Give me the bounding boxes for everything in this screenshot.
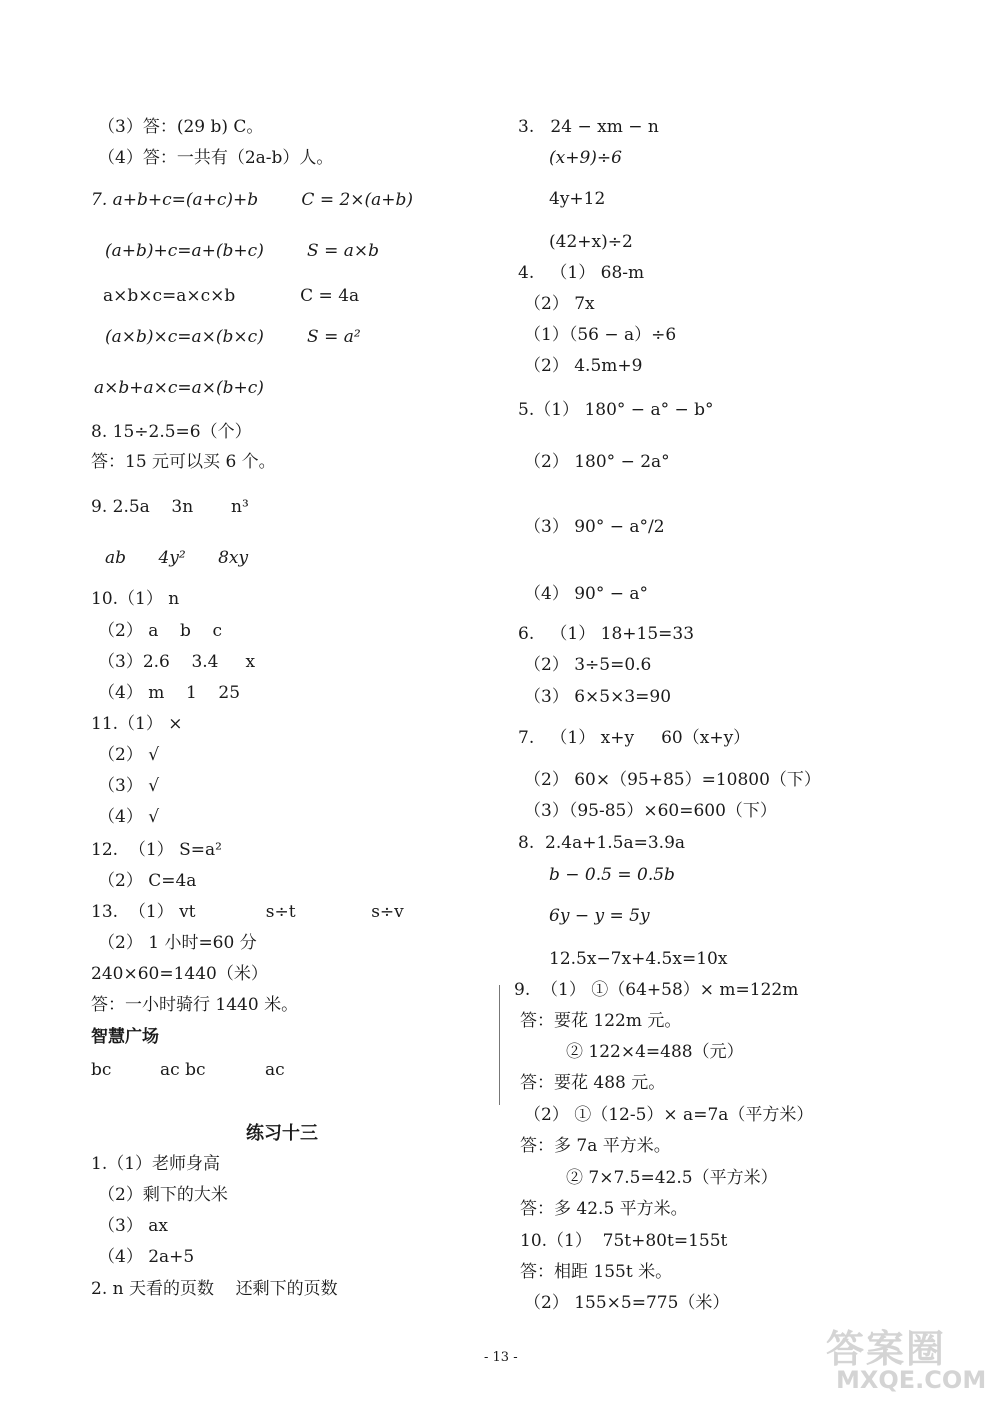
watermark-logo: 答案圈 — [826, 1327, 947, 1371]
page-number: - 13 - — [484, 1350, 518, 1365]
right-answer-line: （3） 90° − a°/2 — [524, 517, 665, 537]
right-answer-line: （1）（56 − a）÷6 — [524, 325, 677, 345]
right-answer-line: (42+x)÷2 — [549, 232, 633, 252]
right-answer-line: 9. （1） ①（64+58）× m=122m — [514, 980, 799, 1000]
left-answer-line: (a×b)×c=a×(b×c) S = a² — [105, 327, 361, 347]
right-answer-line: （2） 7x — [524, 294, 595, 314]
right-answer-line: b − 0.5 = 0.5b — [549, 865, 675, 885]
right-answer-line: （2） ①（12-5）× a=7a（平方米） — [524, 1105, 814, 1125]
right-answer-line: 答：相距 155t 米。 — [520, 1262, 673, 1282]
right-answer-line: （4） 90° − a° — [524, 584, 649, 604]
right-answer-line: 6y − y = 5y — [549, 906, 650, 926]
watermark-site: MXQE.COM — [836, 1366, 987, 1394]
left-answer-line: （2） C=4a — [98, 871, 197, 891]
left-answer-line: bc ac bc ac — [91, 1060, 285, 1080]
right-answer-line: 12.5x−7x+4.5x=10x — [549, 949, 728, 969]
left-answer-line: 240×60=1440（米） — [91, 964, 268, 984]
left-answer-line: 7. a+b+c=(a+c)+b C = 2×(a+b) — [91, 190, 414, 210]
left-answer-line: （4） 2a+5 — [98, 1247, 195, 1267]
right-answer-line: ② 7×7.5=42.5（平方米） — [566, 1168, 778, 1188]
right-answer-line: ② 122×4=488（元） — [566, 1042, 744, 1062]
left-answer-line: ab 4y² 8xy — [105, 548, 249, 568]
right-answer-line: 答：多 7a 平方米。 — [520, 1136, 671, 1156]
right-answer-line: 8. 2.4a+1.5a=3.9a — [518, 833, 686, 853]
right-answer-line: 10.（1） 75t+80t=155t — [520, 1231, 728, 1251]
left-answer-line: 2. n 天看的页数 还剩下的页数 — [91, 1279, 338, 1299]
left-answer-line: （4） √ — [98, 807, 160, 827]
right-answer-line: 6. （1） 18+15=33 — [518, 624, 695, 644]
left-answer-line: 1.（1）老师身高 — [91, 1154, 221, 1174]
left-answer-line: 答：15 元可以买 6 个。 — [91, 452, 276, 472]
left-answer-line: （2） √ — [98, 745, 160, 765]
left-answer-line: 答：一小时骑行 1440 米。 — [91, 995, 299, 1015]
left-answer-line: （2） 1 小时=60 分 — [98, 933, 257, 953]
column-divider — [499, 985, 500, 1105]
left-answer-line: 练习十三 — [246, 1123, 318, 1144]
right-answer-line: 答：要花 122m 元。 — [520, 1011, 682, 1031]
left-answer-line: (a+b)+c=a+(b+c) S = a×b — [105, 241, 380, 261]
left-answer-line: a×b+a×c=a×(b+c) — [94, 378, 264, 398]
left-answer-line: 12. （1） S=a² — [91, 840, 222, 860]
right-answer-line: 4y+12 — [549, 189, 606, 209]
right-answer-line: 答：多 42.5 平方米。 — [520, 1199, 688, 1219]
left-answer-line: a×b×c=a×c×b C = 4a — [103, 286, 360, 306]
right-answer-line: (x+9)÷6 — [549, 148, 622, 168]
right-answer-line: （3）（95-85）×60=600（下） — [524, 801, 777, 821]
right-answer-line: （3） 6×5×3=90 — [524, 687, 672, 707]
right-answer-line: （2） 60×（95+85）=10800（下） — [524, 770, 821, 790]
left-answer-line: （3）答：(29 b) C。 — [98, 117, 264, 137]
left-answer-line: （2）剩下的大米 — [98, 1185, 228, 1205]
left-answer-line: （4）答：一共有（2a-b）人。 — [98, 148, 334, 168]
left-answer-line: （4） m 1 25 — [98, 683, 241, 703]
left-answer-line: （3） ax — [98, 1216, 168, 1236]
right-answer-line: 4. （1） 68-m — [518, 263, 645, 283]
right-answer-line: 5.（1） 180° − a° − b° — [518, 400, 714, 420]
left-answer-line: 智慧广场 — [91, 1027, 159, 1047]
right-answer-line: 7. （1） x+y 60（x+y） — [518, 728, 751, 748]
left-answer-line: （3）2.6 3.4 x — [98, 652, 256, 672]
left-answer-line: （3） √ — [98, 776, 160, 796]
left-answer-line: 10.（1） n — [91, 589, 180, 609]
right-answer-line: 3. 24 − xm − n — [518, 117, 659, 137]
left-answer-line: 13. （1） vt s÷t s÷v — [91, 902, 404, 922]
left-answer-line: （2） a b c — [98, 621, 222, 641]
right-answer-line: （2） 3÷5=0.6 — [524, 655, 652, 675]
right-answer-line: （2） 155×5=775（米） — [524, 1293, 730, 1313]
left-answer-line: 9. 2.5a 3n n³ — [91, 497, 249, 517]
left-answer-line: 11.（1） × — [91, 714, 183, 734]
left-answer-line: 8. 15÷2.5=6（个） — [91, 422, 252, 442]
right-answer-line: （2） 180° − 2a° — [524, 452, 670, 472]
right-answer-line: 答：要花 488 元。 — [520, 1073, 666, 1093]
right-answer-line: （2） 4.5m+9 — [524, 356, 643, 376]
